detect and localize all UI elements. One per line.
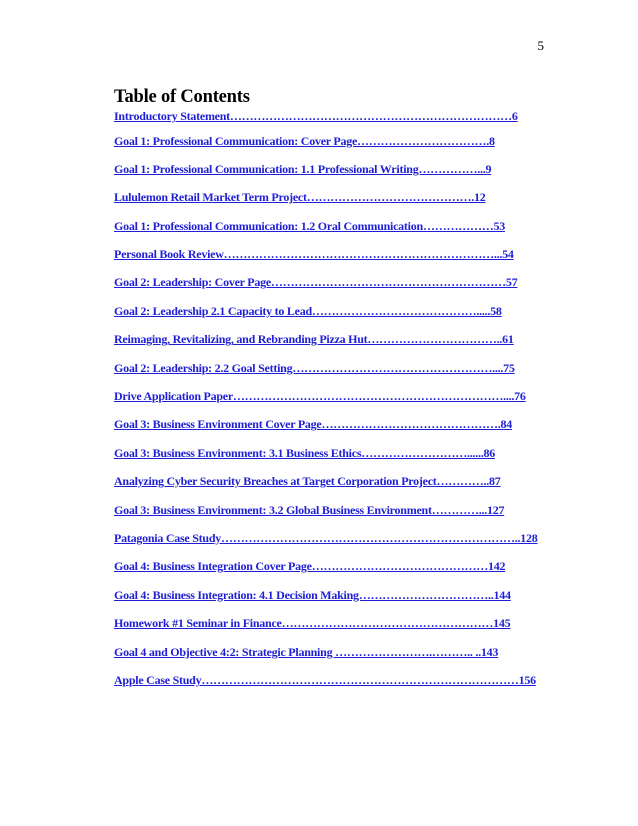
toc-link-goal2-goal-setting[interactable]: Goal 2: Leadership: 2.2 Goal Setting……………………………………………....75 <box>114 360 515 375</box>
toc-entry <box>114 133 554 161</box>
toc-link-goal3-business-ethics[interactable]: Goal 3: Business Environment: 3.1 Business Ethics………………………......86 <box>114 445 495 460</box>
toc-link-lululemon-project[interactable]: Lululemon Retail Market Term Project…………………………………….12 <box>114 190 486 205</box>
toc-link-drive-application-paper[interactable]: Drive Application Paper……………………………………………………………....76 <box>114 389 526 404</box>
page-number: 5 <box>537 38 544 53</box>
toc-link-homework-finance-seminar[interactable]: Homework #1 Seminar in Finance………………………………………………145 <box>114 616 511 631</box>
toc-list <box>114 108 554 700</box>
toc-link-apple-case-study[interactable]: Apple Case Study………………………………………………………………………156 <box>114 672 536 687</box>
toc-entry <box>114 274 554 302</box>
toc-link-target-cyber-security[interactable]: Analyzing Cyber Security Breaches at Target Corporation Project…………..87 <box>114 474 501 489</box>
toc-entry <box>114 161 554 189</box>
toc-link-goal4-strategic-planning[interactable]: Goal 4 and Objective 4:2: Strategic Planning …………………….……….. ..143 <box>114 644 499 659</box>
toc-entry <box>114 360 554 388</box>
toc-link-patagonia-case-study[interactable]: Patagonia Case Study…………………………………………………………………..128 <box>114 530 538 545</box>
toc-entry <box>114 558 554 586</box>
toc-link-pizza-hut[interactable]: Reimaging, Revitalizing, and Rebranding Pizza Hut……………………………..61 <box>114 332 514 347</box>
toc-link-goal1-cover-page[interactable]: Goal 1: Professional Communication: Cover Page…………………………….8 <box>114 133 495 148</box>
toc-entry <box>114 615 554 643</box>
toc-entry <box>114 388 554 416</box>
toc-entry <box>114 473 554 501</box>
toc-link-goal3-cover-page[interactable]: Goal 3: Business Environment Cover Page……………………………………….84 <box>114 417 512 432</box>
toc-title: Table of Contents <box>114 87 250 107</box>
toc-link-goal4-cover-page[interactable]: Goal 4: Business Integration Cover Page………………………………………142 <box>114 559 506 574</box>
toc-link-goal1-professional-writing[interactable]: Goal 1: Professional Communication: 1.1 Professional Writing……………...9 <box>114 161 492 176</box>
toc-entry <box>114 246 554 274</box>
toc-entry <box>114 445 554 473</box>
toc-entry <box>114 189 554 217</box>
toc-entry <box>114 502 554 530</box>
toc-entry <box>114 108 554 133</box>
toc-entry <box>114 416 554 444</box>
toc-entry <box>114 530 554 558</box>
toc-entry <box>114 303 554 331</box>
toc-link-goal4-decision-making[interactable]: Goal 4: Business Integration: 4.1 Decision Making……………………………..144 <box>114 587 511 602</box>
toc-link-goal1-oral-communication[interactable]: Goal 1: Professional Communication: 1.2 Oral Communication………………53 <box>114 218 505 233</box>
toc-link-goal3-global-business[interactable]: Goal 3: Business Environment: 3.2 Global Business Environment…………...127 <box>114 502 505 517</box>
toc-entry <box>114 218 554 246</box>
toc-link-goal2-capacity-to-lead[interactable]: Goal 2: Leadership 2.1 Capacity to Lead…………………………………….....58 <box>114 303 502 318</box>
toc-entry <box>114 644 554 672</box>
toc-link-introductory-statement[interactable]: Introductory Statement………………………………………………………………6 <box>114 109 518 123</box>
toc-entry <box>114 587 554 615</box>
toc-entry <box>114 331 554 359</box>
toc-entry <box>114 672 554 700</box>
toc-link-personal-book-review[interactable]: Personal Book Review……………………………………………………………...54 <box>114 247 514 262</box>
toc-link-goal2-cover-page[interactable]: Goal 2: Leadership: Cover Page……………………………………………………57 <box>114 275 518 290</box>
